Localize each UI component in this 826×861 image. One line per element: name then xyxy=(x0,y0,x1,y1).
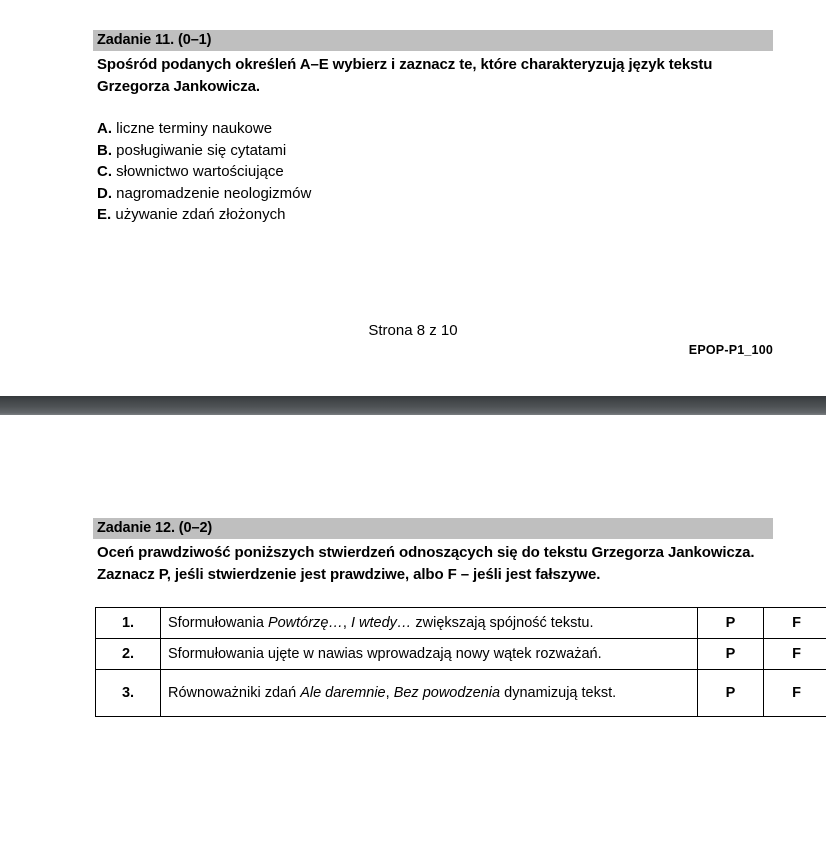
page-separator-bar xyxy=(0,396,826,415)
answer-true-cell[interactable]: P xyxy=(698,608,764,639)
answer-false-cell[interactable]: F xyxy=(764,608,826,639)
answer-false-cell[interactable]: F xyxy=(764,639,826,670)
option-letter: D. xyxy=(97,184,112,202)
row-statement xyxy=(161,670,698,717)
task-12-block xyxy=(93,518,773,585)
sheet-code: EPOP-P1_100 xyxy=(688,343,773,357)
row-statement xyxy=(161,639,698,670)
statement-text: , xyxy=(342,615,351,631)
option-item[interactable] xyxy=(97,140,773,162)
answer-false-cell[interactable]: F xyxy=(764,670,826,717)
answer-true-cell[interactable]: P xyxy=(698,639,764,670)
table-row xyxy=(96,639,826,670)
table-row xyxy=(96,608,826,639)
answer-true-cell[interactable]: P xyxy=(698,670,764,717)
row-index: 1. xyxy=(96,608,161,639)
statement-text: , xyxy=(385,685,394,701)
task-11-prompt: Spośród podanych określeń A–E wybierz i zaznacz te, które charakteryzują język tekstu Grzegorza Jankowicza. xyxy=(97,56,713,95)
row-statement xyxy=(161,608,698,639)
option-list xyxy=(93,118,773,226)
task-12-heading: Zadanie 12. (0–2) xyxy=(93,518,773,539)
row-index: 2. xyxy=(96,639,161,670)
task-11-block xyxy=(93,30,773,97)
option-label: używanie zdań złożonych xyxy=(115,206,286,223)
task-12-prompt: Oceń prawdziwość poniższych stwierdzeń odnoszących się do tekstu Grzegorza Jankowicza. Zaznacz P, jeśli stwierdzenie jest prawdziwe, albo F – jeśli jest fałszywe. xyxy=(97,544,755,583)
option-letter: E. xyxy=(97,206,112,223)
task-12-table-wrap xyxy=(95,607,801,717)
task-11-heading: Zadanie 11. (0–1) xyxy=(93,30,773,51)
option-item[interactable] xyxy=(97,118,773,140)
option-letter: B. xyxy=(97,141,112,159)
row-index: 3. xyxy=(96,670,161,717)
task-11-options xyxy=(93,118,773,226)
option-letter: A. xyxy=(97,120,112,137)
option-label: posługiwanie się cytatami xyxy=(116,141,287,159)
option-label: nagromadzenie neologizmów xyxy=(116,184,312,202)
statement-text: Sformułowania ujęte w nawias wprowadzają nowy wątek rozważań. xyxy=(168,646,602,662)
option-item[interactable] xyxy=(97,183,773,205)
statement-text: dynamizują tekst. xyxy=(500,685,617,701)
statement-text: Równoważniki zdań xyxy=(168,685,301,701)
table-row xyxy=(96,670,826,717)
statement-text: Sformułowania xyxy=(168,615,268,631)
option-label: słownictwo wartościujące xyxy=(116,163,284,180)
table-body xyxy=(96,608,826,717)
statement-quote: Bez powodzenia xyxy=(393,685,501,701)
statement-quote: I wtedy… xyxy=(350,615,412,631)
statement-text: zwiększają spójność tekstu. xyxy=(411,615,594,631)
option-label: liczne terminy naukowe xyxy=(116,120,273,137)
statement-quote: Ale daremnie xyxy=(300,685,386,701)
page-number: Strona 8 z 10 xyxy=(368,322,458,339)
true-false-table xyxy=(95,607,826,717)
page-sheet-top xyxy=(0,0,826,396)
option-letter: C. xyxy=(97,163,112,180)
option-item[interactable] xyxy=(97,204,773,226)
page-sheet-bottom xyxy=(0,415,826,861)
statement-quote: Powtórzę… xyxy=(267,615,343,631)
option-item[interactable] xyxy=(97,161,773,183)
